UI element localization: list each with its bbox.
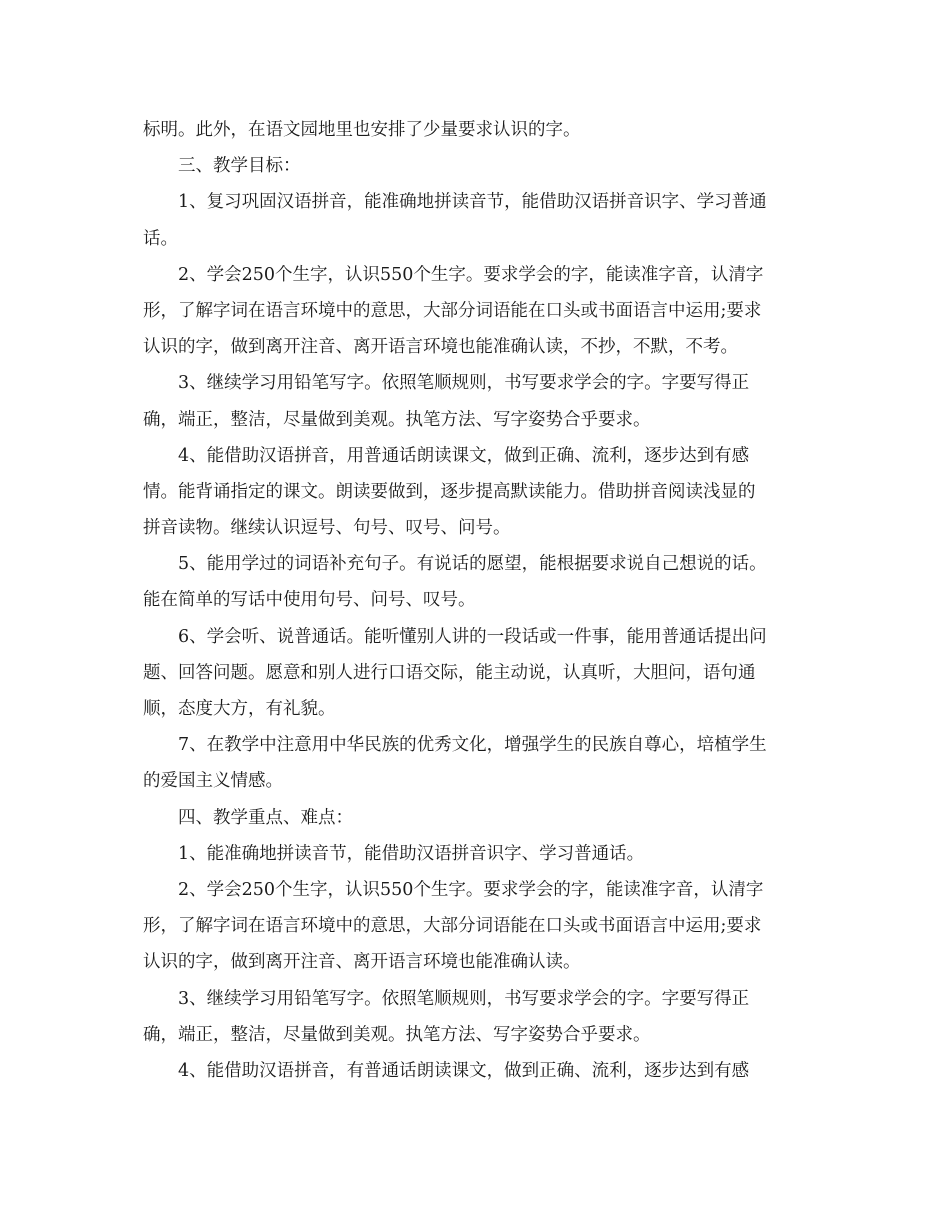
text-line: 能在简单的写话中使用句号、问号、叹号。 xyxy=(143,590,476,611)
text-line: 3、继续学习用铅笔写字。依照笔顺规则，书写要求学会的字。字要写得正 xyxy=(178,988,750,1009)
text-line: 2、学会250个生字，认识550个生字。要求学会的字，能读准字音，认清字 xyxy=(178,879,764,900)
text-line: 的爱国主义情感。 xyxy=(143,771,283,792)
text-line: 形，了解字词在语言环境中的意思，大部分词语能在口头或书面语言中运用;要求 xyxy=(143,916,762,937)
text-line: 认识的字，做到离开注音、离开语言环境也能准确认读。 xyxy=(143,952,581,973)
text-line: 4、能借助汉语拼音，用普通话朗读课文，做到正确、流利，逐步达到有感 xyxy=(178,445,750,466)
text-line: 形，了解字词在语言环境中的意思，大部分词语能在口头或书面语言中运用;要求 xyxy=(143,300,762,321)
section-heading: 三、教学目标： xyxy=(178,156,301,177)
text-line: 标明。此外，在语文园地里也安排了少量要求认识的字。 xyxy=(143,120,581,140)
section-heading: 四、教学重点、难点： xyxy=(178,807,353,828)
text-line: 2、学会250个生字，认识550个生字。要求学会的字，能读准字音，认清字 xyxy=(178,264,764,285)
text-line: 认识的字，做到离开注音、离开语言环境也能准确认读，不抄，不默，不考。 xyxy=(143,337,738,358)
text-line: 题、回答问题。愿意和别人进行口语交际，能主动说，认真听，大胆问，语句通 xyxy=(143,662,756,683)
text-line: 顺，态度大方，有礼貌。 xyxy=(143,699,336,719)
text-line: 话。 xyxy=(143,228,178,249)
text-line: 1、能准确地拼读音节，能借助汉语拼音识字、学习普通话。 xyxy=(178,843,645,864)
text-line: 拼音读物。继续认识逗号、句号、叹号、问号。 xyxy=(143,518,511,539)
text-line: 1、复习巩固汉语拼音，能准确地拼读音节，能借助汉语拼音识字、学习普通 xyxy=(178,192,767,213)
text-line: 3、继续学习用铅笔写字。依照笔顺规则，书写要求学会的字。字要写得正 xyxy=(178,373,750,394)
text-line: 5、能用学过的词语补充句子。有说话的愿望，能根据要求说自己想说的话。 xyxy=(178,554,767,575)
text-line: 6、学会听、说普通话。能听懂别人讲的一段话或一件事，能用普通话提出问 xyxy=(178,626,767,647)
text-line: 确，端正，整洁，尽量做到美观。执笔方法、写字姿势合乎要求。 xyxy=(143,1024,651,1045)
text-line: 确，端正，整洁，尽量做到美观。执笔方法、写字姿势合乎要求。 xyxy=(143,409,651,430)
text-line: 情。能背诵指定的课文。朗读要做到，逐步提高默读能力。借助拼音阅读浅显的 xyxy=(143,481,756,502)
text-line: 7、在教学中注意用中华民族的优秀文化，增强学生的民族自尊心，培植学生 xyxy=(178,735,767,756)
document-page xyxy=(143,112,811,1089)
text-line: 4、能借助汉语拼音，有普通话朗读课文，做到正确、流利，逐步达到有感 xyxy=(178,1060,750,1081)
